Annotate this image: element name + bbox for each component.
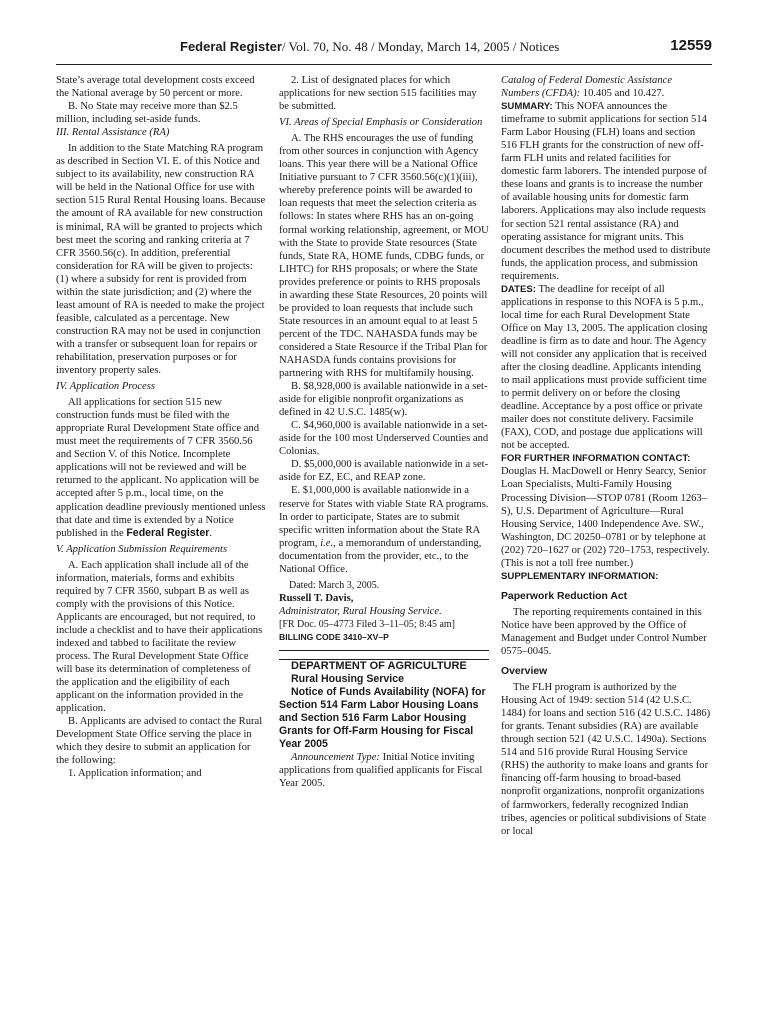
department-heading: DEPARTMENT OF AGRICULTURE (291, 660, 467, 673)
section-heading: Overview (501, 666, 548, 678)
billing-code: BILLING CODE 3410–XV–P (279, 631, 389, 642)
paragraph: State’s average total development costs exceed the National average by 50 percent or more. (56, 75, 255, 100)
page-number: 12559 (670, 37, 712, 54)
paragraph: B. No State may receive more than $2.5 million, including set-aside funds. (56, 101, 238, 126)
paragraph: A. Each application shall include all of the information, materials, forms and exhibits required by 7 CFR 3560, subpart B as well as comply with the provisions of this Notice. Applicants are encouraged, but not required, to include a checklist and to have their applications indexed and tabbed to facilitate the review process. The Rural Development State Office will base its determination of completeness of the application and the eligibility of each applicant on the information provided in the application. (56, 559, 263, 715)
signer-title: Administrator, Rural Housing Service. (279, 605, 442, 617)
section-heading: IV. Application Process (56, 381, 155, 393)
paragraph: Announcement Type: Initial Notice inviting applications from qualified applicants for Fiscal Year 2005. (279, 752, 483, 790)
document-separator (279, 650, 489, 651)
contact-label: FOR FURTHER INFORMATION CONTACT: (501, 453, 691, 465)
paragraph: 2. List of designated places for which applications for new section 515 facilities may be submitted. (279, 75, 477, 113)
contact-text: Douglas H. MacDowell or Henry Searcy, Senior Loan Specialists, Multi-Family Housing Processing Division—STOP 0781 (Room 1263–S), U.S. Department of Agriculture—Rural Housing Service, 1400 Independence Ave. SW., Washington, DC 20250–0781 or by telephone at (202) 720–1627 or (202) 720–1753, respectively. (This is not a toll free number.) (501, 466, 710, 569)
section-heading: III. Rental Assistance (RA) (56, 127, 170, 139)
fr-doc-line: [FR Doc. 05–4773 Filed 3–11–05; 8:45 am] (279, 618, 456, 630)
dated-line: Dated: March 3, 2005. (289, 579, 380, 591)
column-3 (501, 74, 711, 1014)
dates-section: DATES: The deadline for receipt of all applications in response to this NOFA is 5 p.m., local time for each Rural Development State Office on May 13, 2005. The application closing deadline is firm as to date and hour. The Agency will not consider any application that is received after the closing deadline. Applicants intending to mail applications must provide sufficient time to permit delivery on or before the closing deadline. Acceptance by a post office or private mailer does not constitute delivery. Facsimile (FAX), COD, and postage due applications will not be accepted. (501, 283, 708, 452)
paragraph: E. $1,000,000 is available nationwide in a reserve for States with viable State RA programs. In order to participate, States are to submit specific written information about the State RA program, i.e., a memorandum of understanding, documentation from the provider, etc., to the National Office. (279, 485, 489, 575)
paragraph: C. $4,960,000 is available nationwide in a set-aside for the 100 most Underserved Counties and Colonias. (279, 420, 489, 458)
header-rule (56, 64, 712, 65)
federal-register-ref: Federal Register (126, 526, 210, 539)
supplementary-label: SUPPLEMENTARY INFORMATION: (501, 570, 659, 582)
paragraph: The FLH program is authorized by the Housing Act of 1949: section 514 (42 U.S.C. 1484) for loans and section 516 (42 U.S.C. 1486) for grants. Tenant subsidies (RA) are available through section 521 (42 U.S.C. 1490a). Sections 514 and 516 provide Rural Housing Service (RHS) the authority to make loans and grants for financing off-farm housing to broad-based nonprofit organizations, nonprofit organizations of farmworkers, federally recognized Indian tribes, agencies or political subdivisions of State or local (501, 682, 711, 837)
paragraph: A. The RHS encourages the use of funding from other sources in conjunction with Agency loans. This year there will be a National Office Initiative pursuant to 7 CFR 3560.56(c)(1)(iii), whereby preference points will be awarded to loan requests that meet the selection criteria as follows: In states where RHS has an on-going formal working relationship, agreement, or MOU with the State to provide State resources (State funds, State RA, HOME funds, CDBG funds, or LIHTC) for RHS proposals; or where the State provides preference or points to RHS proposals in awarding these State Resources, 20 points will be provided to loan requests that include such State resources in an amount equal to at least 5 percent of the TDC. NAHASDA funds may be considered a State Resource if the Tribal Plan for NAHASDA funds contains provisions for partnering with RHS for multifamily housing. (279, 133, 489, 380)
paragraph: All applications for section 515 new construction funds must be filed with the appropriate Rural Development State office and must meet the requirements of 7 CFR 3560.56 and Section V. of this Notice. Incomplete applications will not be reviewed and will be returned to the applicant. No application will be accepted after 5 p.m., local time, on the application deadline previously mentioned unless that date and time is extended by a Notice published in the Federal Register. (56, 397, 266, 539)
paragraph: D. $5,000,000 is available nationwide in a set-aside for EZ, EC, and REAP zone. (279, 459, 489, 484)
section-heading: VI. Areas of Special Emphasis or Consideration (279, 117, 483, 129)
agency-heading: Rural Housing Service (291, 673, 405, 686)
header-text (180, 39, 559, 55)
column-1 (56, 74, 266, 1014)
paragraph: B. $8,928,000 is available nationwide in a set-aside for eligible nonprofit organizations as defined in 42 U.S.C. 1485(w). (279, 381, 488, 419)
page-header (56, 39, 712, 61)
cfda-line: Catalog of Federal Domestic Assistance Numbers (CFDA): 10.405 and 10.427. (501, 75, 673, 100)
paragraph: In addition to the State Matching RA program as described in Section VI. E. of this Notice and subject to its availability, new construction RA will be held in the National Office for use with section 515 Rural Rental Housing loans. Because the amount of RA available for new construction is minimal, RA will be granted to projects which best meet the scoring and ranking criteria at 7 CFR 3560.56(c). In addition, preferential consideration for RA will be given to projects: (1) where a subsidy for rent is provided from within the state jurisdiction; and (2) where the least amount of RA is needed to make the project feasible, calculated as a percentage. New construction RA may not be used in conjunction with a transfer or subsequent loan for repairs or rehabilitation, preservation purposes or for inventory property sales. (56, 143, 266, 377)
section-heading: V. Application Submission Requirements (56, 543, 228, 555)
signer-name: Russell T. Davis, (279, 592, 354, 604)
paragraph: The reporting requirements contained in this Notice have been approved by the Office of Management and Budget under Control Number 0575–0045. (501, 606, 707, 658)
notice-title: Notice of Funds Availability (NOFA) for Section 514 Farm Labor Housing Loans and Section 516 Farm Labor Housing Grants for Off-Farm Housing for Fiscal Year 2005 (279, 686, 486, 751)
paragraph: 1. Application information; and (68, 768, 202, 780)
column-2 (279, 74, 489, 1014)
paragraph: B. Applicants are advised to contact the Rural Development State Office serving the place in which they desire to submit an application for the following: (56, 716, 263, 767)
section-heading: Paperwork Reduction Act (501, 590, 628, 602)
summary-section: SUMMARY: This NOFA announces the timeframe to submit applications for section 514 Farm Labor Housing (FLH) loans and section 516 FLH grants for the construction of new off-farm FLH units and related facilities for domestic farm laborers. The intended purpose of these loans and grants is to increase the number of available housing units for domestic farm laborers. Applications may also include requests for section 521 rental assistance (RA) and operating assistance for migrant units. This document describes the method used to distribute funds, the application process, and submission requirements. (501, 101, 711, 282)
issue-details: / Vol. 70, No. 48 / Monday, March 14, 2005 / Notices (281, 39, 560, 54)
publication-name: Federal Register (180, 39, 282, 54)
